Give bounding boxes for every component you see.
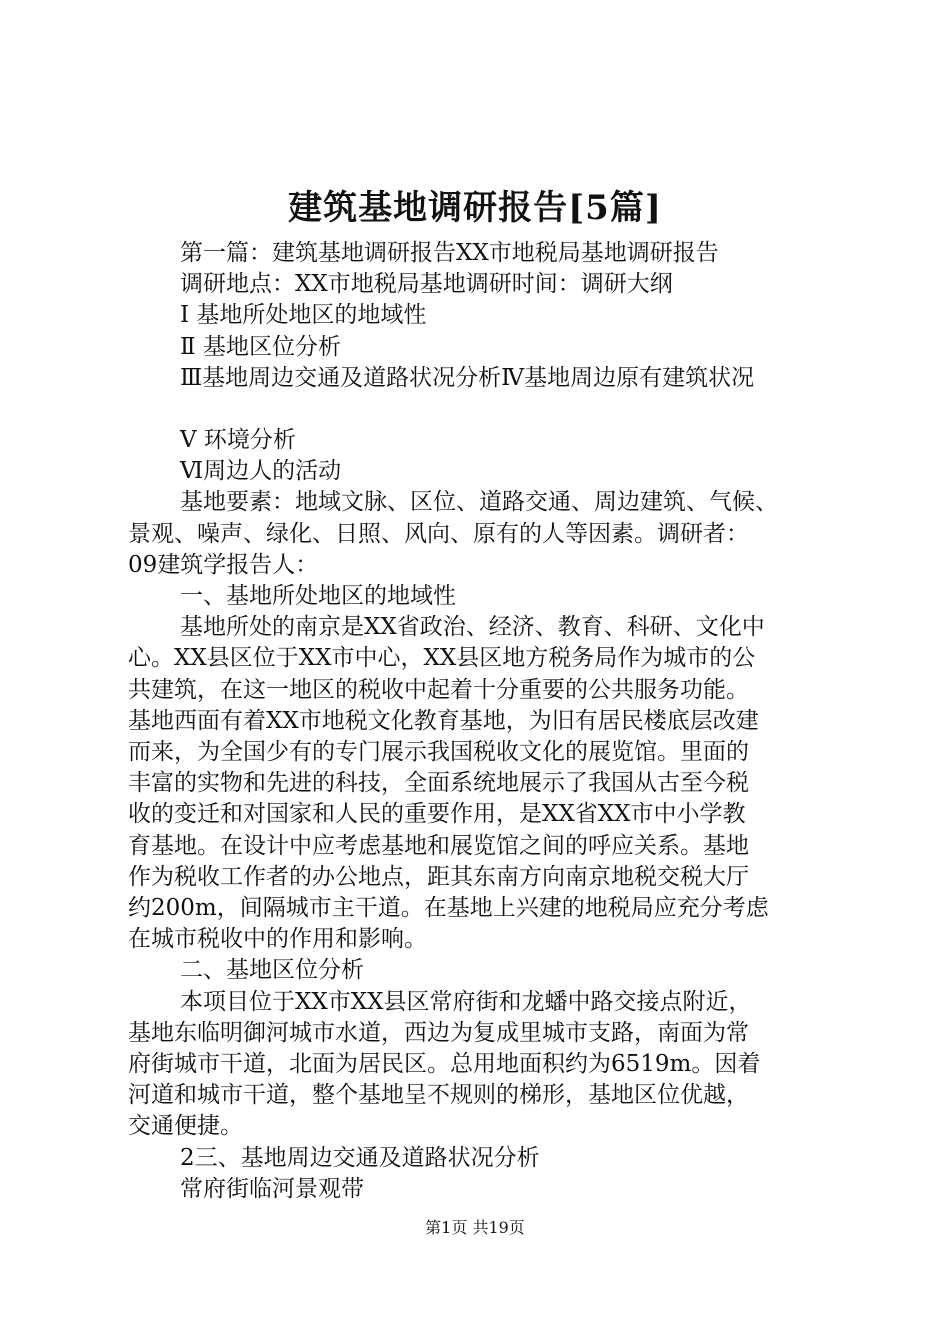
outline-item: Ⅰ 基地所处地区的地域性 — [180, 302, 427, 329]
text-line: 调研地点：XX市地税局基地调研时间：调研大纲 — [180, 271, 673, 298]
text-line: 基地所处的南京是XX省政治、经济、教育、科研、文化中 — [180, 614, 765, 641]
outline-item: Ⅵ周边人的活动 — [180, 458, 342, 485]
text-line: 常府街临河景观带 — [180, 1175, 364, 1202]
document-title: 建筑基地调研报告[5篇] — [288, 188, 662, 228]
text-line: 本项目位于XX市XX县区常府街和龙蟠中路交接点附近， — [180, 988, 752, 1015]
text-line: 09建筑学报告人： — [128, 551, 319, 578]
text-line: 收的变迁和对国家和人民的重要作用，是XX省XX市中小学教 — [128, 801, 746, 828]
document-body — [128, 238, 836, 1205]
text-line: 第一篇：建筑基地调研报告XX市地税局基地调研报告 — [180, 240, 719, 266]
text-line: 育基地。在设计中应考虑基地和展览馆之间的呼应关系。基地 — [128, 832, 749, 859]
text-line: 交通便捷。 — [128, 1113, 243, 1140]
text-line: 基地要素：地域文脉、区位、道路交通、周边建筑、气候、 — [180, 489, 778, 516]
text-line: 河道和城市干道，整个基地呈不规则的梯形，基地区位优越， — [128, 1082, 749, 1109]
section-heading: 2三、基地周边交通及道路状况分析 — [180, 1144, 540, 1171]
text-line: 基地东临明御河城市水道，西边为复成里城市支路，南面为常 — [128, 1019, 749, 1046]
outline-item: Ⅱ 基地区位分析 — [180, 333, 341, 360]
text-line: 在城市税收中的作用和影响。 — [128, 926, 427, 953]
text-line: 而来，为全国少有的专门展示我国税收文化的展览馆。里面的 — [128, 739, 749, 766]
outline-item: Ⅴ 环境分析 — [180, 427, 296, 454]
text-line: 心。XX县区位于XX市中心，XX县区地方税务局作为城市的公 — [128, 645, 756, 672]
section-heading: 二、基地区位分析 — [180, 957, 364, 984]
text-line: 作为税收工作者的办公地点，距其东南方向南京地税交税大厅 — [128, 863, 749, 890]
outline-item: Ⅲ基地周边交通及道路状况分析Ⅳ基地周边原有建筑状况 — [180, 364, 755, 391]
blank-line — [128, 394, 836, 425]
section-heading: 一、基地所处地区的地域性 — [180, 583, 456, 610]
text-line: 景观、噪声、绿化、日照、风向、原有的人等因素。调研者： — [128, 520, 749, 547]
page-footer: 第1页 共19页 — [425, 1218, 525, 1237]
text-line: 府街城市干道，北面为居民区。总用地面积约为6519m。因着 — [128, 1051, 761, 1078]
text-line: 约200m，间隔城市主干道。在基地上兴建的地税局应充分考虑 — [128, 895, 769, 922]
text-line: 丰富的实物和先进的科技，全面系统地展示了我国从古至今税 — [128, 770, 749, 797]
text-line: 基地西面有着XX市地税文化教育基地，为旧有居民楼底层改建 — [128, 707, 759, 734]
text-line: 共建筑，在这一地区的税收中起着十分重要的公共服务功能。 — [128, 676, 749, 703]
